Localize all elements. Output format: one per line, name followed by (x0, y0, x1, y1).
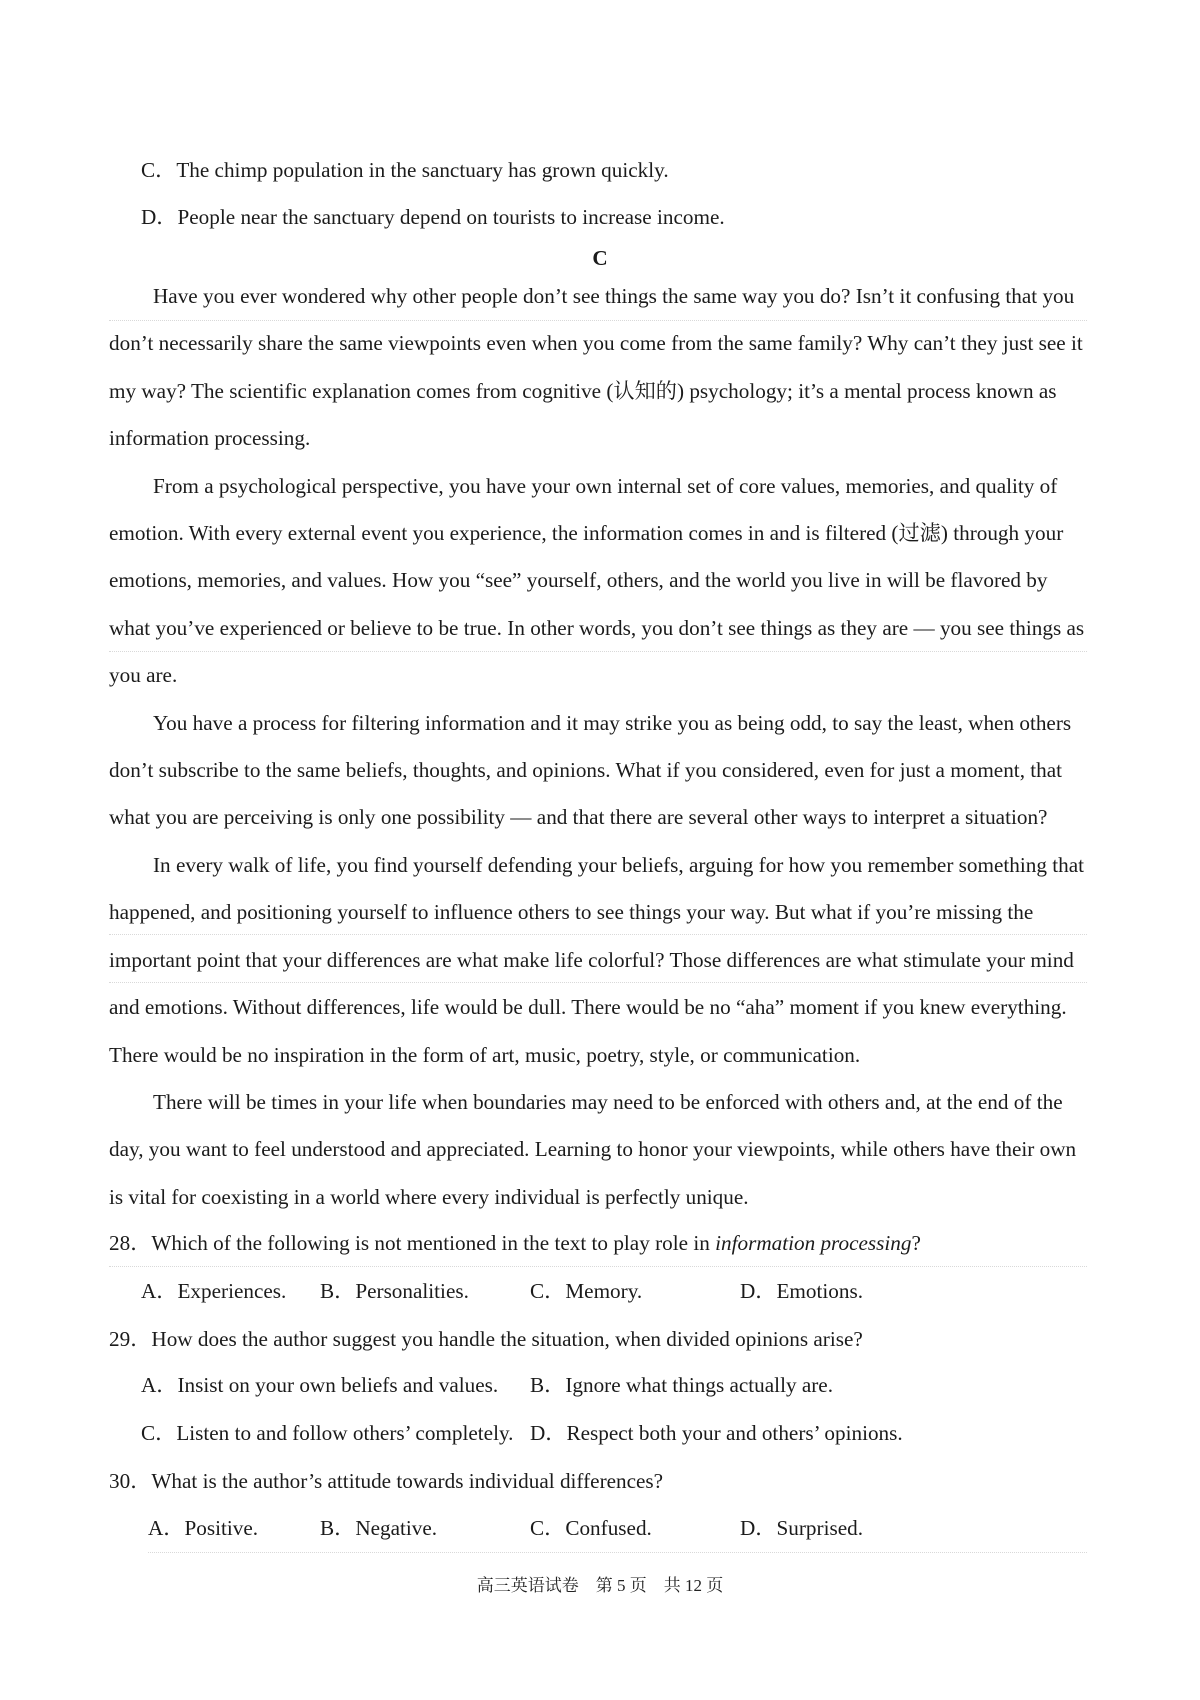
question-29-stem (109, 1325, 863, 1353)
paragraph-first-line: You have a process for filtering information and it may strike you as being odd, to say the least, when others (153, 710, 1072, 735)
q28-option-b: B．Personalities. (320, 1279, 469, 1303)
q29-option-a: A．Insist on your own beliefs and values. (141, 1373, 499, 1397)
q30-option-a: A．Positive. (148, 1516, 259, 1540)
q30-option-d: D．Surprised. (740, 1516, 863, 1540)
paragraph-line: you are. (109, 663, 178, 688)
paragraph-line: is vital for coexisting in a world where every individual is perfectly unique. (109, 1184, 749, 1209)
paragraph-line: don’t subscribe to the same beliefs, thoughts, and opinions. What if you considered, even for just a moment, that (109, 758, 1063, 782)
question-number: 30． (109, 1469, 152, 1493)
question-number: 29． (109, 1327, 152, 1351)
paragraph-line: emotion. With every external event you experience, the information comes in and is filtered (过滤) through your (109, 520, 1064, 545)
paragraph-line: and emotions. Without differences, life would be dull. There would be no “aha” moment if you knew everything. (109, 995, 1067, 1019)
dotted-rule (109, 1266, 1087, 1267)
q30-option-b: B．Negative. (320, 1516, 438, 1540)
paragraph-line: happened, and positioning yourself to influence others to see things your way. But what if you’re missing the (109, 900, 1034, 925)
question-30-stem (109, 1467, 663, 1495)
paragraph-line: my way? The scientific explanation comes from cognitive (认知的) psychology; it’s a mental process known as (109, 378, 1057, 403)
dotted-rule (148, 1552, 1087, 1553)
paragraph-first-line: There will be times in your life when boundaries may need to be enforced with others and, at the end of the (153, 1089, 1063, 1114)
paragraph-line: what you are perceiving is only one possibility — and that there are several other ways to interpret a situation? (109, 805, 1048, 830)
q29-option-b: B．Ignore what things actually are. (530, 1373, 834, 1397)
q28-option-a: A．Experiences. (141, 1279, 287, 1303)
question-text-end: ? (911, 1231, 921, 1255)
paragraph-line: day, you want to feel understood and appreciated. Learning to honor your viewpoints, while others have their own (109, 1137, 1077, 1162)
previous-option-c: C．The chimp population in the sanctuary has grown quickly. (141, 158, 669, 182)
paragraph-first-line: In every walk of life, you find yourself defending your beliefs, arguing for how you remember something that (153, 852, 1085, 877)
question-text: What is the author’s attitude towards individual differences? (151, 1469, 664, 1493)
dotted-rule (109, 934, 1087, 935)
q28-option-d: D．Emotions. (740, 1279, 864, 1303)
question-number: 28． (109, 1231, 152, 1255)
dotted-rule (109, 320, 1087, 321)
question-text: How does the author suggest you handle the situation, when divided opinions arise? (151, 1327, 863, 1351)
q28-option-c: C．Memory. (530, 1279, 643, 1303)
page-footer: 高三英语试卷 第 5 页 共 12 页 (476, 1576, 724, 1595)
dotted-rule (109, 651, 1087, 652)
paragraph-first-line: Have you ever wondered why other people don’t see things the same way you do? Isn’t it confusing that you (153, 283, 1075, 308)
question-28-stem (109, 1229, 921, 1257)
q29-option-c: C．Listen to and follow others’ completely. (141, 1421, 514, 1445)
paragraph-first-line: From a psychological perspective, you have your own internal set of core values, memories, and quality of (153, 473, 1058, 498)
paragraph-line: what you’ve experienced or believe to be true. In other words, you don’t see things as they are — you see things as (109, 615, 1085, 640)
q29-option-d: D．Respect both your and others’ opinions. (530, 1421, 903, 1445)
q30-option-c: C．Confused. (530, 1516, 652, 1540)
question-italic-term: information processing (715, 1231, 912, 1255)
paragraph-line: information processing. (109, 426, 311, 451)
previous-option-d: D．People near the sanctuary depend on tourists to increase income. (141, 205, 725, 229)
paragraph-line: don’t necessarily share the same viewpoints even when you come from the same family? Why can’t they just see it (109, 331, 1083, 356)
paragraph-line: There would be no inspiration in the form of art, music, poetry, style, or communication. (109, 1042, 861, 1067)
paragraph-line: emotions, memories, and values. How you “see” yourself, others, and the world you live in will be flavored by (109, 568, 1048, 593)
question-text: Which of the following is not mentioned in the text to play role in (151, 1231, 716, 1255)
paragraph-line: important point that your differences are what make life colorful? Those differences are what stimulate your mind (109, 947, 1074, 972)
passage-label: C (592, 246, 608, 270)
dotted-rule (109, 982, 1087, 983)
